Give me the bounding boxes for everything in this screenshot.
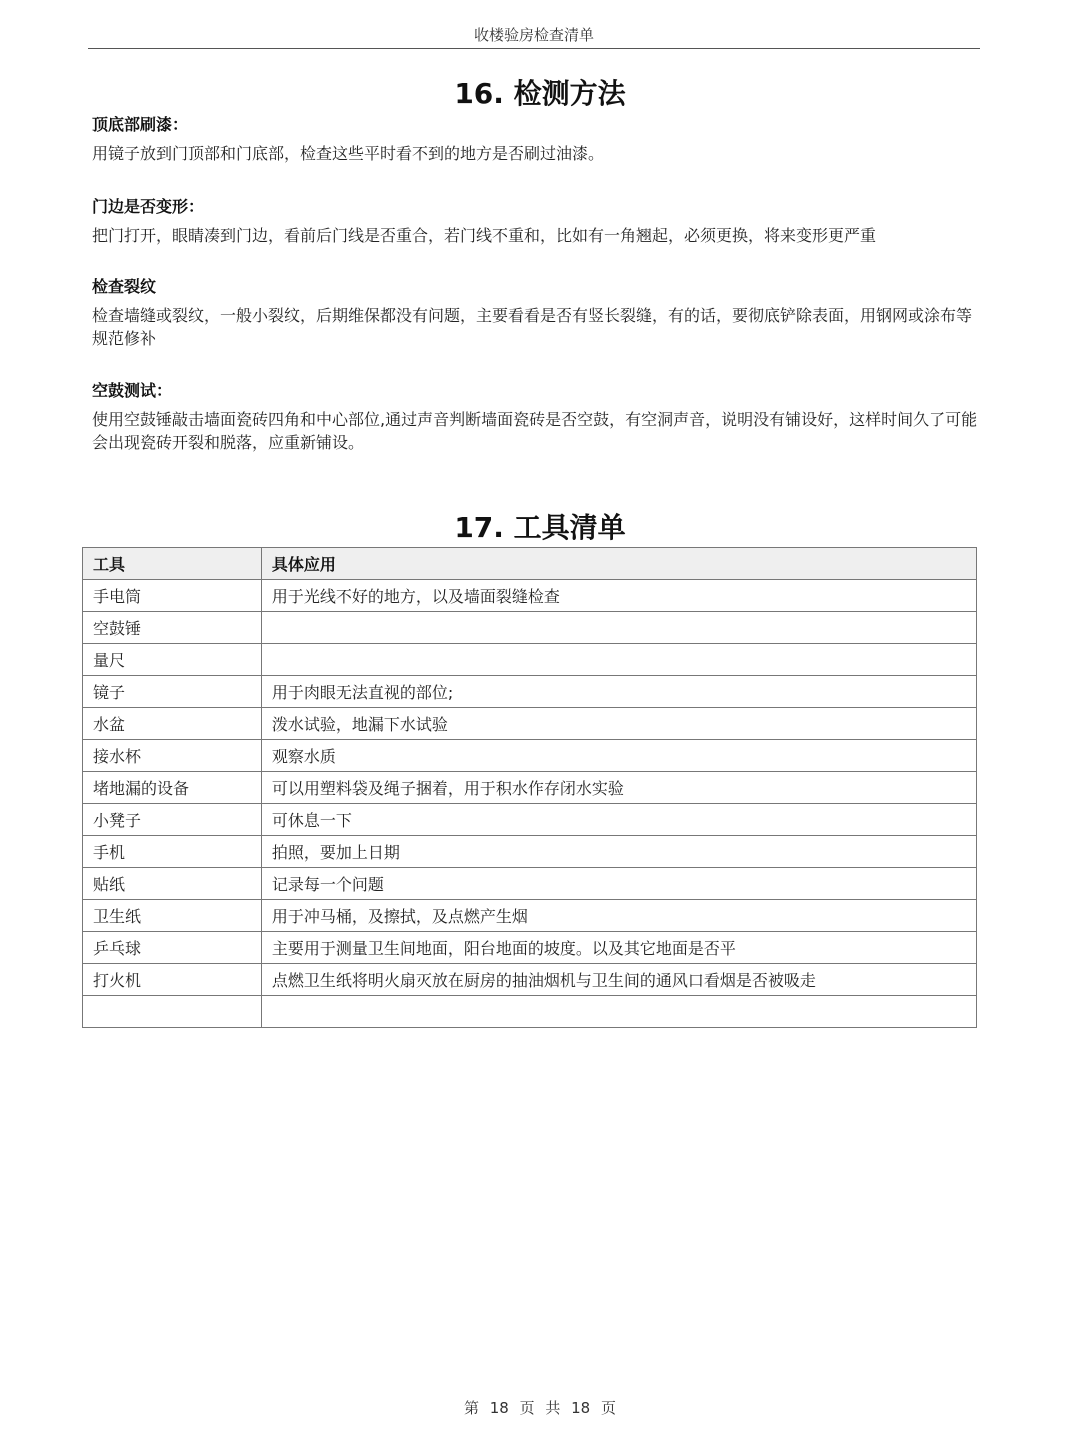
page-header: 收楼验房检查清单	[88, 22, 980, 49]
column-header-usage: 具体应用	[261, 548, 976, 580]
usage-cell: 用于光线不好的地方，以及墙面裂缝检查	[261, 580, 976, 612]
usage-cell: 主要用于测量卫生间地面，阳台地面的坡度。以及其它地面是否平	[261, 932, 976, 964]
table-row	[83, 836, 977, 868]
tool-cell: 打火机	[83, 964, 262, 996]
method-paint-check	[92, 114, 980, 165]
table-row	[83, 772, 977, 804]
page-footer: 第 18 页 共 18 页	[463, 1399, 616, 1417]
table-row	[83, 644, 977, 676]
method-door-deform	[92, 196, 980, 247]
method-heading: 顶底部刷漆：	[92, 115, 189, 134]
table-row	[83, 676, 977, 708]
usage-cell: 拍照，要加上日期	[261, 836, 976, 868]
usage-cell: 可以用塑料袋及绳子捆着，用于积水作存闭水实验	[261, 772, 976, 804]
tool-cell: 水盆	[83, 708, 262, 740]
method-body: 把门打开，眼睛凑到门边，看前后门线是否重合，若门线不重和，比如有一角翘起，必须更换，将来变形更严重	[92, 226, 877, 245]
table-row	[83, 964, 977, 996]
section-17-title: 17. 工具清单	[454, 511, 626, 544]
column-header-tool: 工具	[83, 548, 262, 580]
tool-cell: 接水杯	[83, 740, 262, 772]
usage-cell: 可休息一下	[261, 804, 976, 836]
tool-cell: 卫生纸	[83, 900, 262, 932]
usage-cell: 点燃卫生纸将明火扇灭放在厨房的抽油烟机与卫生间的通风口看烟是否被吸走	[261, 964, 976, 996]
section-16-title: 16. 检测方法	[454, 77, 626, 110]
method-body: 用镜子放到门顶部和门底部，检查这些平时看不到的地方是否刷过油漆。	[92, 144, 605, 163]
method-heading: 检查裂纹	[92, 277, 157, 296]
tool-cell: 手电筒	[83, 580, 262, 612]
method-body: 使用空鼓锤敲击墙面瓷砖四角和中心部位,通过声音判断墙面瓷砖是否空鼓，有空洞声音，说明没有铺设好，这样时间久了可能会出现瓷砖开裂和脱落，应重新铺设。	[92, 410, 978, 452]
method-heading: 空鼓测试：	[92, 381, 173, 400]
tool-cell: 空鼓锤	[83, 612, 262, 644]
table-row	[83, 996, 977, 1028]
table-row	[83, 868, 977, 900]
usage-cell	[261, 644, 976, 676]
tools-table	[82, 547, 977, 1028]
tool-cell	[83, 996, 262, 1028]
table-row	[83, 740, 977, 772]
table-row	[83, 932, 977, 964]
usage-cell: 记录每一个问题	[261, 868, 976, 900]
tool-cell: 堵地漏的设备	[83, 772, 262, 804]
tool-cell: 小凳子	[83, 804, 262, 836]
tool-cell: 量尺	[83, 644, 262, 676]
usage-cell: 泼水试验，地漏下水试验	[261, 708, 976, 740]
method-crack-check	[92, 276, 980, 350]
usage-cell: 用于肉眼无法直视的部位;	[261, 676, 976, 708]
table-header-row	[83, 548, 977, 580]
usage-cell	[261, 996, 976, 1028]
tool-cell: 镜子	[83, 676, 262, 708]
table-row	[83, 900, 977, 932]
method-heading: 门边是否变形：	[92, 197, 205, 216]
table-row	[83, 804, 977, 836]
tool-cell: 乒乓球	[83, 932, 262, 964]
usage-cell	[261, 612, 976, 644]
method-hollow-test	[92, 380, 980, 454]
tool-cell: 贴纸	[83, 868, 262, 900]
method-body: 检查墙缝或裂纹，一般小裂纹，后期维保都没有问题，主要看看是否有竖长裂缝，有的话，要彻底铲除表面，用钢网或涂布等规范修补	[92, 306, 973, 348]
table-row	[83, 708, 977, 740]
table-row	[83, 580, 977, 612]
table-row	[83, 612, 977, 644]
usage-cell: 用于冲马桶，及擦拭，及点燃产生烟	[261, 900, 976, 932]
usage-cell: 观察水质	[261, 740, 976, 772]
tool-cell: 手机	[83, 836, 262, 868]
